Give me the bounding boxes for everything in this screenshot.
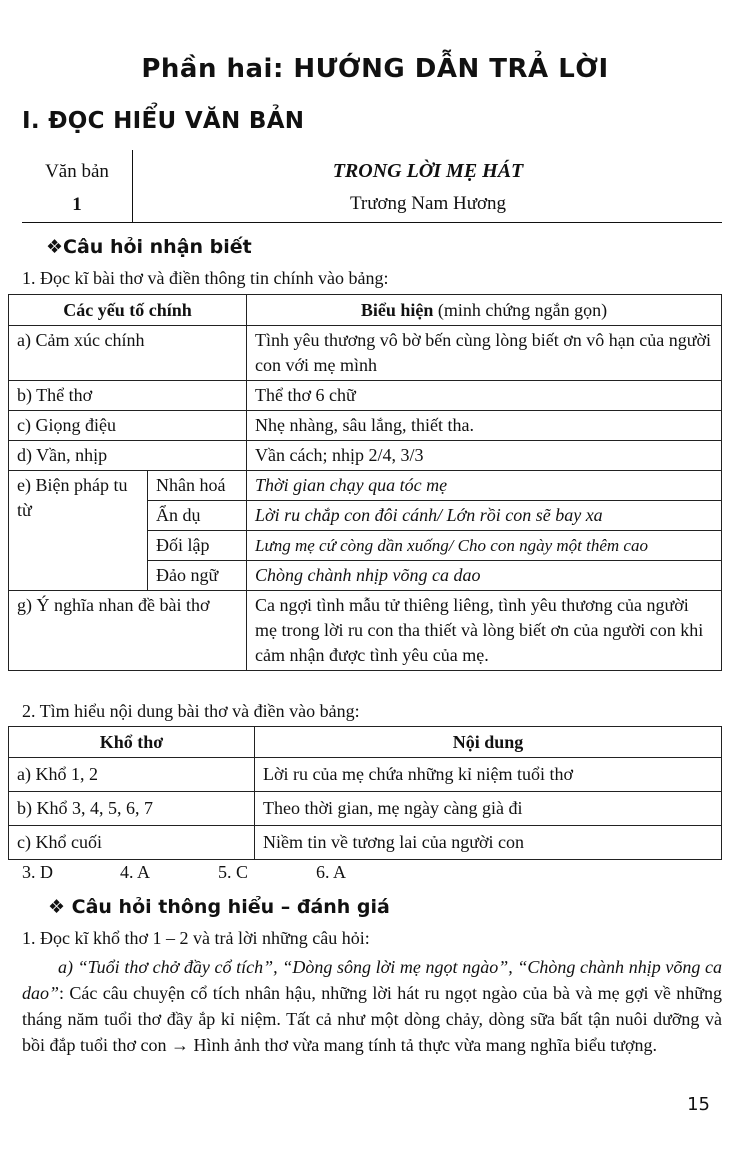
table-row (9, 826, 722, 860)
table-row (9, 411, 722, 441)
device-name: Đảo ngữ (148, 561, 247, 591)
page-title: Phần hai: HƯỚNG DẪN TRẢ LỜI (141, 54, 609, 84)
page-number: 15 (687, 1094, 710, 1115)
row-value: Theo thời gian, mẹ ngày càng già đi (255, 792, 722, 826)
subsection-comprehension: ❖ Câu hỏi thông hiểu – đánh giá (48, 896, 390, 918)
row-label: c) Khổ cuối (9, 826, 255, 860)
table-header: Khổ thơ (9, 727, 255, 758)
poem-author: Trương Nam Hương (349, 193, 507, 214)
table-header: Biểu hiện (minh chứng ngắn gọn) (247, 295, 722, 326)
question-1: 1. Đọc kĩ bài thơ và điền thông tin chính vào bảng: (22, 268, 389, 288)
row-value: Ca ngợi tình mẫu tử thiêng liêng, tình yêu thương của người mẹ trong lời ru con tha thiết và lòng biết ơn của người con khi cảm nhận được tình yêu của mẹ. (247, 591, 722, 671)
device-name: Ẩn dụ (148, 501, 247, 531)
answer-6: 6. A (316, 862, 347, 882)
row-label: g) Ý nghĩa nhan đề bài thơ (9, 591, 247, 671)
table-row (9, 792, 722, 826)
row-value: Thể thơ 6 chữ (247, 381, 722, 411)
device-name: Đối lập (148, 531, 247, 561)
text-label: Văn bản (45, 161, 109, 182)
row-value: Niềm tin về tương lai của người con (255, 826, 722, 860)
answer-quote: a) “Tuổi thơ chở đầy cổ tích”, “Dòng sông lời mẹ ngọt ngào”, “Chòng chành nhịp võng ca dao” (22, 957, 722, 1003)
table-row (9, 381, 722, 411)
row-label: d) Vần, nhịp (9, 441, 247, 471)
row-label: a) Khổ 1, 2 (9, 758, 255, 792)
table-row (9, 471, 722, 501)
row-label: a) Cảm xúc chính (9, 326, 247, 381)
question-2: 2. Tìm hiểu nội dung bài thơ và điền vào bảng: (22, 701, 360, 721)
text-number: 1 (72, 194, 82, 215)
row-label: b) Khổ 3, 4, 5, 6, 7 (9, 792, 255, 826)
row-label: e) Biện pháp tu từ (9, 471, 148, 591)
row-value: Nhẹ nhàng, sâu lắng, thiết tha. (247, 411, 722, 441)
comprehension-question-1: 1. Đọc kĩ khổ thơ 1 – 2 và trả lời những câu hỏi: (22, 928, 370, 948)
row-label: b) Thể thơ (9, 381, 247, 411)
section-title: I. ĐỌC HIỂU VĂN BẢN (22, 108, 305, 134)
device-example: Lưng mẹ cứ còng dần xuống/ Cho con ngày một thêm cao (247, 531, 722, 561)
answer-3: 3. D (22, 862, 53, 882)
poem-title: TRONG LỜI MẸ HÁT (332, 160, 524, 182)
device-example: Lời ru chắp con đôi cánh/ Lớn rồi con sẽ bay xa (247, 501, 722, 531)
table-header: Nội dung (255, 727, 722, 758)
subsection-recognition: ❖Câu hỏi nhận biết (46, 236, 252, 258)
answer-paragraph (22, 954, 722, 1058)
answer-5: 5. C (218, 862, 249, 882)
answer-4: 4. A (120, 862, 151, 882)
main-elements-table (8, 294, 722, 671)
answer-body: : Các câu chuyện cổ tích nhân hậu, những lời hát ru ngọt ngào của bà và mẹ gợi về những tháng năm tuổi thơ đầy ắp kỉ niệm. Tất cả như một dòng chảy, dòng sữa bất tận nuôi dưỡng và bồi đắp tuổi thơ con → Hình ảnh thơ vừa mang tính tả thực vừa mang nghĩa biểu tượng. (22, 983, 722, 1055)
content-table (8, 726, 722, 860)
row-value: Vần cách; nhịp 2/4, 3/3 (247, 441, 722, 471)
table-row (9, 591, 722, 671)
table-row (9, 758, 722, 792)
row-value: Lời ru của mẹ chứa những kỉ niệm tuổi thơ (255, 758, 722, 792)
row-value: Tình yêu thương vô bờ bến cùng lòng biết ơn vô hạn của người con với mẹ mình (247, 326, 722, 381)
table-header: Các yếu tố chính (9, 295, 247, 326)
device-example: Thời gian chạy qua tóc mẹ (247, 471, 722, 501)
table-row (9, 441, 722, 471)
table-row (9, 326, 722, 381)
device-example: Chòng chành nhịp võng ca dao (247, 561, 722, 591)
row-label: c) Giọng điệu (9, 411, 247, 441)
device-name: Nhân hoá (148, 471, 247, 501)
